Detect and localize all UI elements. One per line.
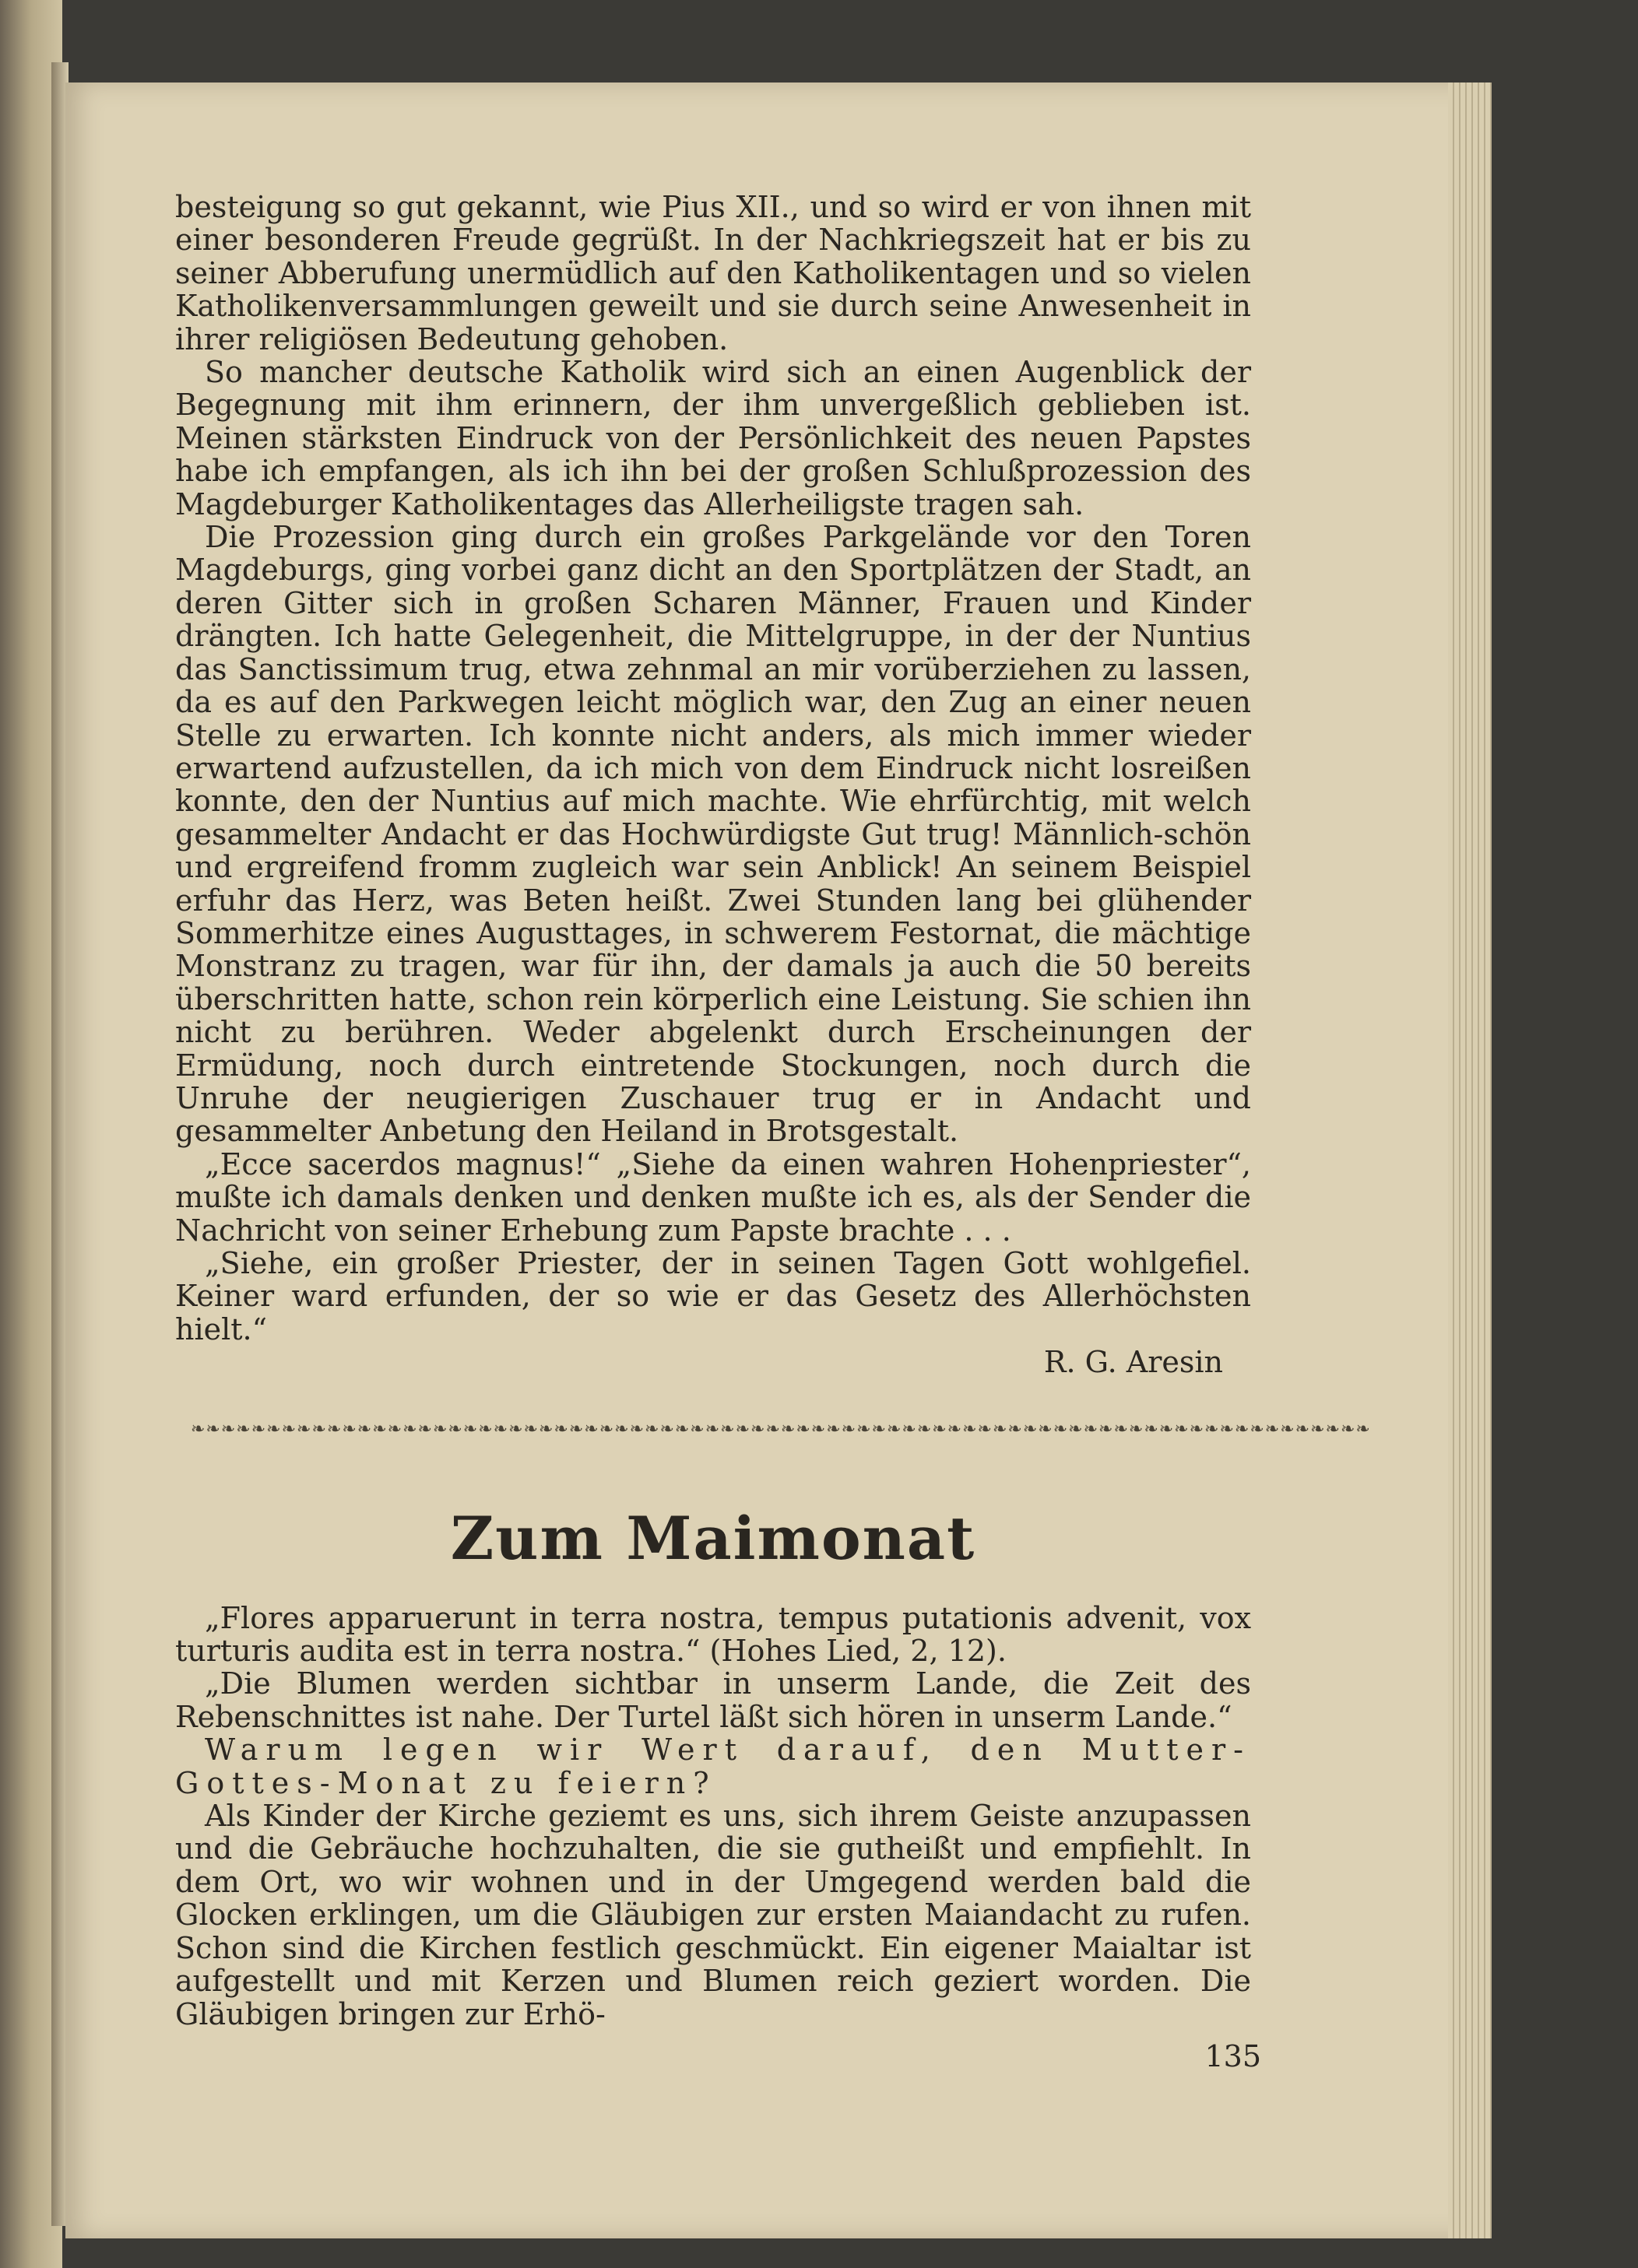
author-signature: R. G. Aresin: [1043, 1345, 1223, 1380]
paragraph: „Ecce sacerdos magnus!“ „Siehe da einen wahren Hohenpriester“, mußte ich damals denken und denken mußte ich es, als der Sender die Nachricht von seiner Erhebung zum Papste brachte . . .: [175, 1146, 1251, 1248]
paragraph: So mancher deutsche Katholik wird sich an einen Augenblick der Begegnung mit ihm erinnern, der ihm unvergeßlich geblieben ist. Meinen stärksten Eindruck von der Persönlichkeit des neuen Papstes habe ich empfangen, als ich ihn bei der großen Schlußprozession des Magdeburger Katholikentages das Allerheiligste tragen sah.: [175, 355, 1251, 521]
page-edges: [1448, 83, 1492, 2238]
paragraph: „Flores apparuerunt in terra nostra, tempus putationis advenit, vox turturis audita est in terra nostra.“ (Hohes Lied, 2, 12).: [175, 1600, 1251, 1669]
ornamental-divider: ❧❧❧❧❧❧❧❧❧❧❧❧❧❧❧❧❧❧❧❧❧❧❧❧❧❧❧❧❧❧❧❧❧❧❧❧❧❧❧❧❧❧❧❧❧❧❧❧❧❧❧❧❧❧❧❧❧❧❧❧❧❧❧❧❧❧❧❧❧❧❧❧❧❧❧❧❧❧: [191, 1419, 1371, 1439]
article-pius-xii: [175, 191, 1251, 1379]
paragraph: Als Kinder der Kirche geziemt es uns, sich ihrem Geiste anzupassen und die Gebräuche hochzuhalten, die sie gutheißt und empfiehlt. In dem Ort, wo wir wohnen und in der Umgegend werden bald die Glocken erklingen, um die Gläubigen zur ersten Maiandacht zu rufen. Schon sind die Kirchen festlich geschmückt. Ein eigener Maialtar ist aufgestellt und mit Kerzen und Blumen reich geziert worden. Die Gläubigen bringen zur Erhö-: [175, 1799, 1251, 2031]
paragraph: „Siehe, ein großer Priester, der in seinen Tagen Gott wohlgefiel. Keiner ward erfunden, der so wie er das Gesetz des Allerhöchsten hielt.“: [175, 1246, 1251, 1346]
section-question: Warum legen wir Wert darauf, den Mutter-Gottes-Monat zu feiern?: [175, 1733, 1251, 1800]
page-number: 135: [1204, 2039, 1261, 2073]
paragraph: Die Prozession ging durch ein großes Parkgelände vor den Toren Magdeburgs, ging vorbei ganz dicht an den Sportplätzen der Stadt, an deren Gitter sich in großen Scharen Männer, Frauen und Kinder drängten. Ich hatte Gelegenheit, die Mittelgruppe, in der der Nuntius das Sanctissimum trug, etwa zehnmal an mir vorüberziehen zu lassen, da es auf den Parkwegen leicht möglich war, den Zug an einer neuen Stelle zu erwarten. Ich konnte nicht anders, als mich immer wieder erwartend aufzustellen, da ich mich von dem Eindruck nicht losreißen konnte, den der Nuntius auf mich machte. Wie ehrfürchtig, mit welch gesammelter Andacht er das Hochwürdigste Gut trug! Männlich-schön und ergreifend fromm zugleich war sein Anblick! An seinem Beispiel erfuhr das Herz, was Beten heißt. Zwei Stunden lang bei glühender Sommerhitze eines Augusttages, in schwerem Festornat, die mächtige Monstranz zu tragen, war für ihn, der damals ja auch die 50 bereits überschritten hatte, schon rein körperlich eine Leistung. Sie schien ihn nicht zu berühren. Weder abgelenkt durch Erscheinungen der Ermüdung, noch durch eintretende Stockungen, noch durch die Unruhe der neugierigen Zuschauer trug er in Andacht und gesammelter Anbetung den Heiland in Brotsgestalt.: [175, 520, 1251, 1149]
paragraph: „Die Blumen werden sichtbar in unserm Lande, die Zeit des Rebenschnittes ist nahe. Der Turtel läßt sich hören in unserm Lande.“: [175, 1666, 1251, 1734]
article-maimonat: [175, 1602, 1251, 2031]
paragraph: besteigung so gut gekannt, wie Pius XII., und so wird er von ihnen mit einer besonderen Freude gegrüßt. In der Nachkriegszeit hat er bis zu seiner Abberufung unermüdlich auf den Katholikentagen und so vielen Katholikenversammlungen geweilt und sie durch seine Anwesenheit in ihrer religiösen Bedeutung gehoben.: [175, 190, 1251, 356]
article-title: Zum Maimonat: [450, 1503, 976, 1573]
page-content: [175, 190, 1371, 2031]
